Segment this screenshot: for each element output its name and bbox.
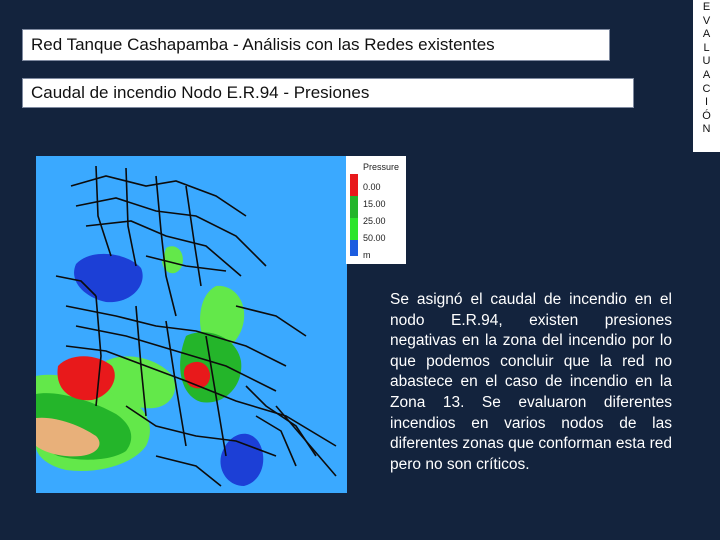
side-section-tab <box>693 0 720 152</box>
legend-swatch-lightgreen <box>350 218 358 240</box>
side-tab-letters <box>693 0 720 137</box>
legend-swatch-red <box>350 174 358 196</box>
pressure-legend <box>346 156 406 264</box>
side-letter: E <box>702 1 711 13</box>
slide-title: Red Tanque Cashapamba - Análisis con las Redes existentes <box>22 29 610 61</box>
side-letter: Ó <box>702 109 711 122</box>
legend-label: 0.00 <box>363 182 381 192</box>
pressure-map-drawing <box>36 156 347 493</box>
side-letter: C <box>702 82 711 95</box>
legend-unit: m <box>363 250 371 260</box>
slide-subtitle: Caudal de incendio Nodo E.R.94 - Presiones <box>22 78 634 108</box>
legend-label: 15.00 <box>363 199 386 209</box>
legend-label: 50.00 <box>363 233 386 243</box>
side-letter: A <box>702 28 711 41</box>
side-letter: I <box>704 96 709 109</box>
side-letter: V <box>702 14 711 27</box>
legend-swatch-green <box>350 196 358 218</box>
side-letter: N <box>702 123 711 136</box>
analysis-paragraph: Se asignó el caudal de incendio en el nodo E.R.94, existen presiones negativas en la zona del incendio por lo que podemos concluir que la red no abastece en el caso de incendio en la Zona 13. Se evaluaron diferentes incendios en varios nodos de las diferentes zonas que conforman esta red pero no son críticos. <box>390 291 672 473</box>
pressure-map <box>36 156 347 493</box>
side-letter: L <box>703 41 710 54</box>
legend-swatch-blue <box>350 240 358 256</box>
side-letter: A <box>702 68 711 81</box>
legend-title: Pressure <box>363 162 400 172</box>
side-letter: U <box>702 55 711 68</box>
legend-label: 25.00 <box>363 216 386 226</box>
